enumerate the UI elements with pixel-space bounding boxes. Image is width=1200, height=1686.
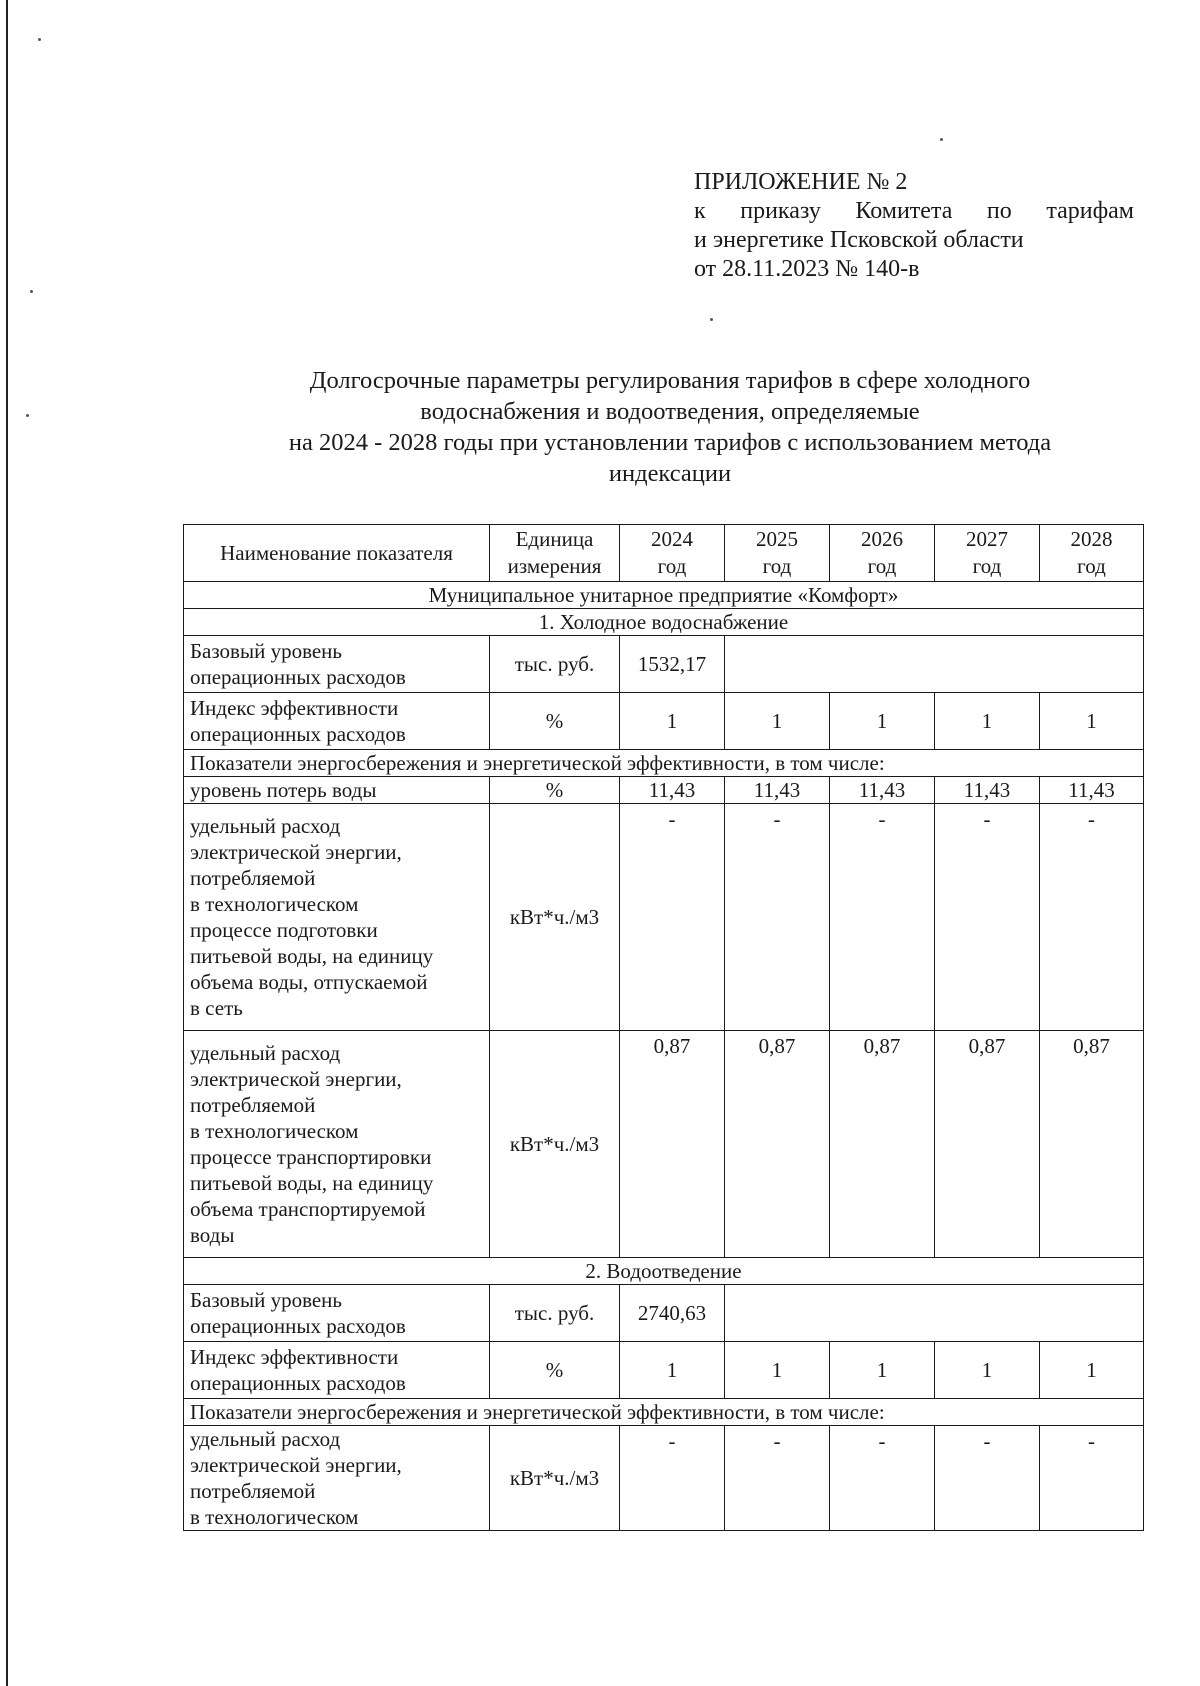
cell-value-2025: 1 xyxy=(725,693,830,750)
table-row xyxy=(184,777,1144,804)
header-year-2024: 2024 год xyxy=(620,525,725,582)
scan-speck xyxy=(38,38,41,41)
cell-unit: тыс. руб. xyxy=(490,1285,620,1342)
subsection-row xyxy=(184,1399,1144,1426)
cell-indicator-name: удельный расход электрической энергии, потребляемой в технологическом xyxy=(184,1426,490,1531)
cell-unit: % xyxy=(490,1342,620,1399)
cell-value-2024: 2740,63 xyxy=(620,1285,725,1342)
energy-indicators-header: Показатели энергосбережения и энергетической эффективности, в том числе: xyxy=(184,1399,1144,1426)
cell-value-2024: - xyxy=(620,1426,725,1531)
cell-value-2026: - xyxy=(830,804,935,1031)
cell-value-2027: 11,43 xyxy=(935,777,1040,804)
annex-committee: и энергетике Псковской области xyxy=(694,227,1024,253)
table-row xyxy=(184,1285,1144,1342)
scan-speck xyxy=(26,414,29,417)
cell-value-2024: - xyxy=(620,804,725,1031)
annex-number: ПРИЛОЖЕНИЕ № 2 xyxy=(694,169,908,195)
cell-value-2028: - xyxy=(1040,1426,1144,1531)
cell-value-2026: 11,43 xyxy=(830,777,935,804)
cell-value-2028: 1 xyxy=(1040,1342,1144,1399)
table-row xyxy=(184,1031,1144,1258)
cell-unit: кВт*ч./м3 xyxy=(490,1031,620,1258)
cell-value-2027: 0,87 xyxy=(935,1031,1040,1258)
cell-empty xyxy=(725,636,1144,693)
subsection-row xyxy=(184,750,1144,777)
cell-value-2026: - xyxy=(830,1426,935,1531)
cell-value-2028: 11,43 xyxy=(1040,777,1144,804)
cell-value-2025: - xyxy=(725,1426,830,1531)
document-title xyxy=(200,365,1140,489)
header-year-2027: 2027 год xyxy=(935,525,1040,582)
scan-speck xyxy=(30,290,33,293)
energy-indicators-header: Показатели энергосбережения и энергетической эффективности, в том числе: xyxy=(184,750,1144,777)
organization-name: Муниципальное унитарное предприятие «Комфорт» xyxy=(184,582,1144,609)
title-line: индексации xyxy=(608,460,732,487)
cell-value-2024: 0,87 xyxy=(620,1031,725,1258)
cell-unit: тыс. руб. xyxy=(490,636,620,693)
cell-value-2025: 1 xyxy=(725,1342,830,1399)
cell-indicator-name: Индекс эффективности операционных расходов xyxy=(184,1342,490,1399)
annex-date: от 28.11.2023 № 140-в xyxy=(694,256,920,282)
annex-order-ref: к приказу Комитета по тарифам xyxy=(694,198,1134,224)
section-cold-water-title: 1. Холодное водоснабжение xyxy=(184,609,1144,636)
cell-value-2025: - xyxy=(725,804,830,1031)
cell-value-2028: 0,87 xyxy=(1040,1031,1144,1258)
table-row xyxy=(184,1342,1144,1399)
scan-speck xyxy=(710,318,713,321)
cell-value-2025: 0,87 xyxy=(725,1031,830,1258)
cell-indicator-name: Базовый уровень операционных расходов xyxy=(184,1285,490,1342)
table-row xyxy=(184,1426,1144,1531)
cell-value-2028: 1 xyxy=(1040,693,1144,750)
header-year-2026: 2026 год xyxy=(830,525,935,582)
cell-unit: % xyxy=(490,693,620,750)
cell-unit: кВт*ч./м3 xyxy=(490,804,620,1031)
table-header-row xyxy=(184,525,1144,582)
cell-unit: % xyxy=(490,777,620,804)
cell-value-2024: 1 xyxy=(620,693,725,750)
binding-edge-line xyxy=(6,0,8,1686)
section-row xyxy=(184,1258,1144,1285)
title-line: водоснабжения и водоотведения, определяемые xyxy=(420,398,920,425)
table-row xyxy=(184,636,1144,693)
tariff-parameters-table xyxy=(183,524,1144,1531)
cell-value-2024: 1532,17 xyxy=(620,636,725,693)
header-indicator-name: Наименование показателя xyxy=(184,525,490,582)
title-line: Долгосрочные параметры регулирования тарифов в сфере холодного xyxy=(309,367,1031,394)
org-row xyxy=(184,582,1144,609)
cell-value-2024: 11,43 xyxy=(620,777,725,804)
header-year-2028: 2028 год xyxy=(1040,525,1144,582)
cell-indicator-name: уровень потерь воды xyxy=(184,777,490,804)
cell-unit: кВт*ч./м3 xyxy=(490,1426,620,1531)
cell-value-2027: 1 xyxy=(935,1342,1040,1399)
section-wastewater-title: 2. Водоотведение xyxy=(184,1258,1144,1285)
title-line: на 2024 - 2028 годы при установлении тарифов с использованием метода xyxy=(288,429,1052,456)
cell-empty xyxy=(725,1285,1144,1342)
annex-block xyxy=(694,168,1134,284)
section-row xyxy=(184,609,1144,636)
cell-value-2024: 1 xyxy=(620,1342,725,1399)
cell-value-2027: 1 xyxy=(935,693,1040,750)
header-year-2025: 2025 год xyxy=(725,525,830,582)
cell-value-2027: - xyxy=(935,804,1040,1031)
cell-value-2028: - xyxy=(1040,804,1144,1031)
cell-value-2026: 0,87 xyxy=(830,1031,935,1258)
cell-value-2025: 11,43 xyxy=(725,777,830,804)
scan-speck xyxy=(940,138,943,141)
table-row xyxy=(184,693,1144,750)
cell-indicator-name: удельный расход электрической энергии, потребляемой в технологическом процессе подготовки питьевой воды, на единицу объема воды, отпускаемой в сеть xyxy=(184,804,490,1031)
header-unit: Единица измерения xyxy=(490,525,620,582)
cell-indicator-name: Индекс эффективности операционных расходов xyxy=(184,693,490,750)
cell-value-2026: 1 xyxy=(830,1342,935,1399)
cell-value-2026: 1 xyxy=(830,693,935,750)
table-row xyxy=(184,804,1144,1031)
cell-indicator-name: Базовый уровень операционных расходов xyxy=(184,636,490,693)
cell-value-2027: - xyxy=(935,1426,1040,1531)
cell-indicator-name: удельный расход электрической энергии, потребляемой в технологическом процессе транспортировки питьевой воды, на единицу объема транспортируемой воды xyxy=(184,1031,490,1258)
